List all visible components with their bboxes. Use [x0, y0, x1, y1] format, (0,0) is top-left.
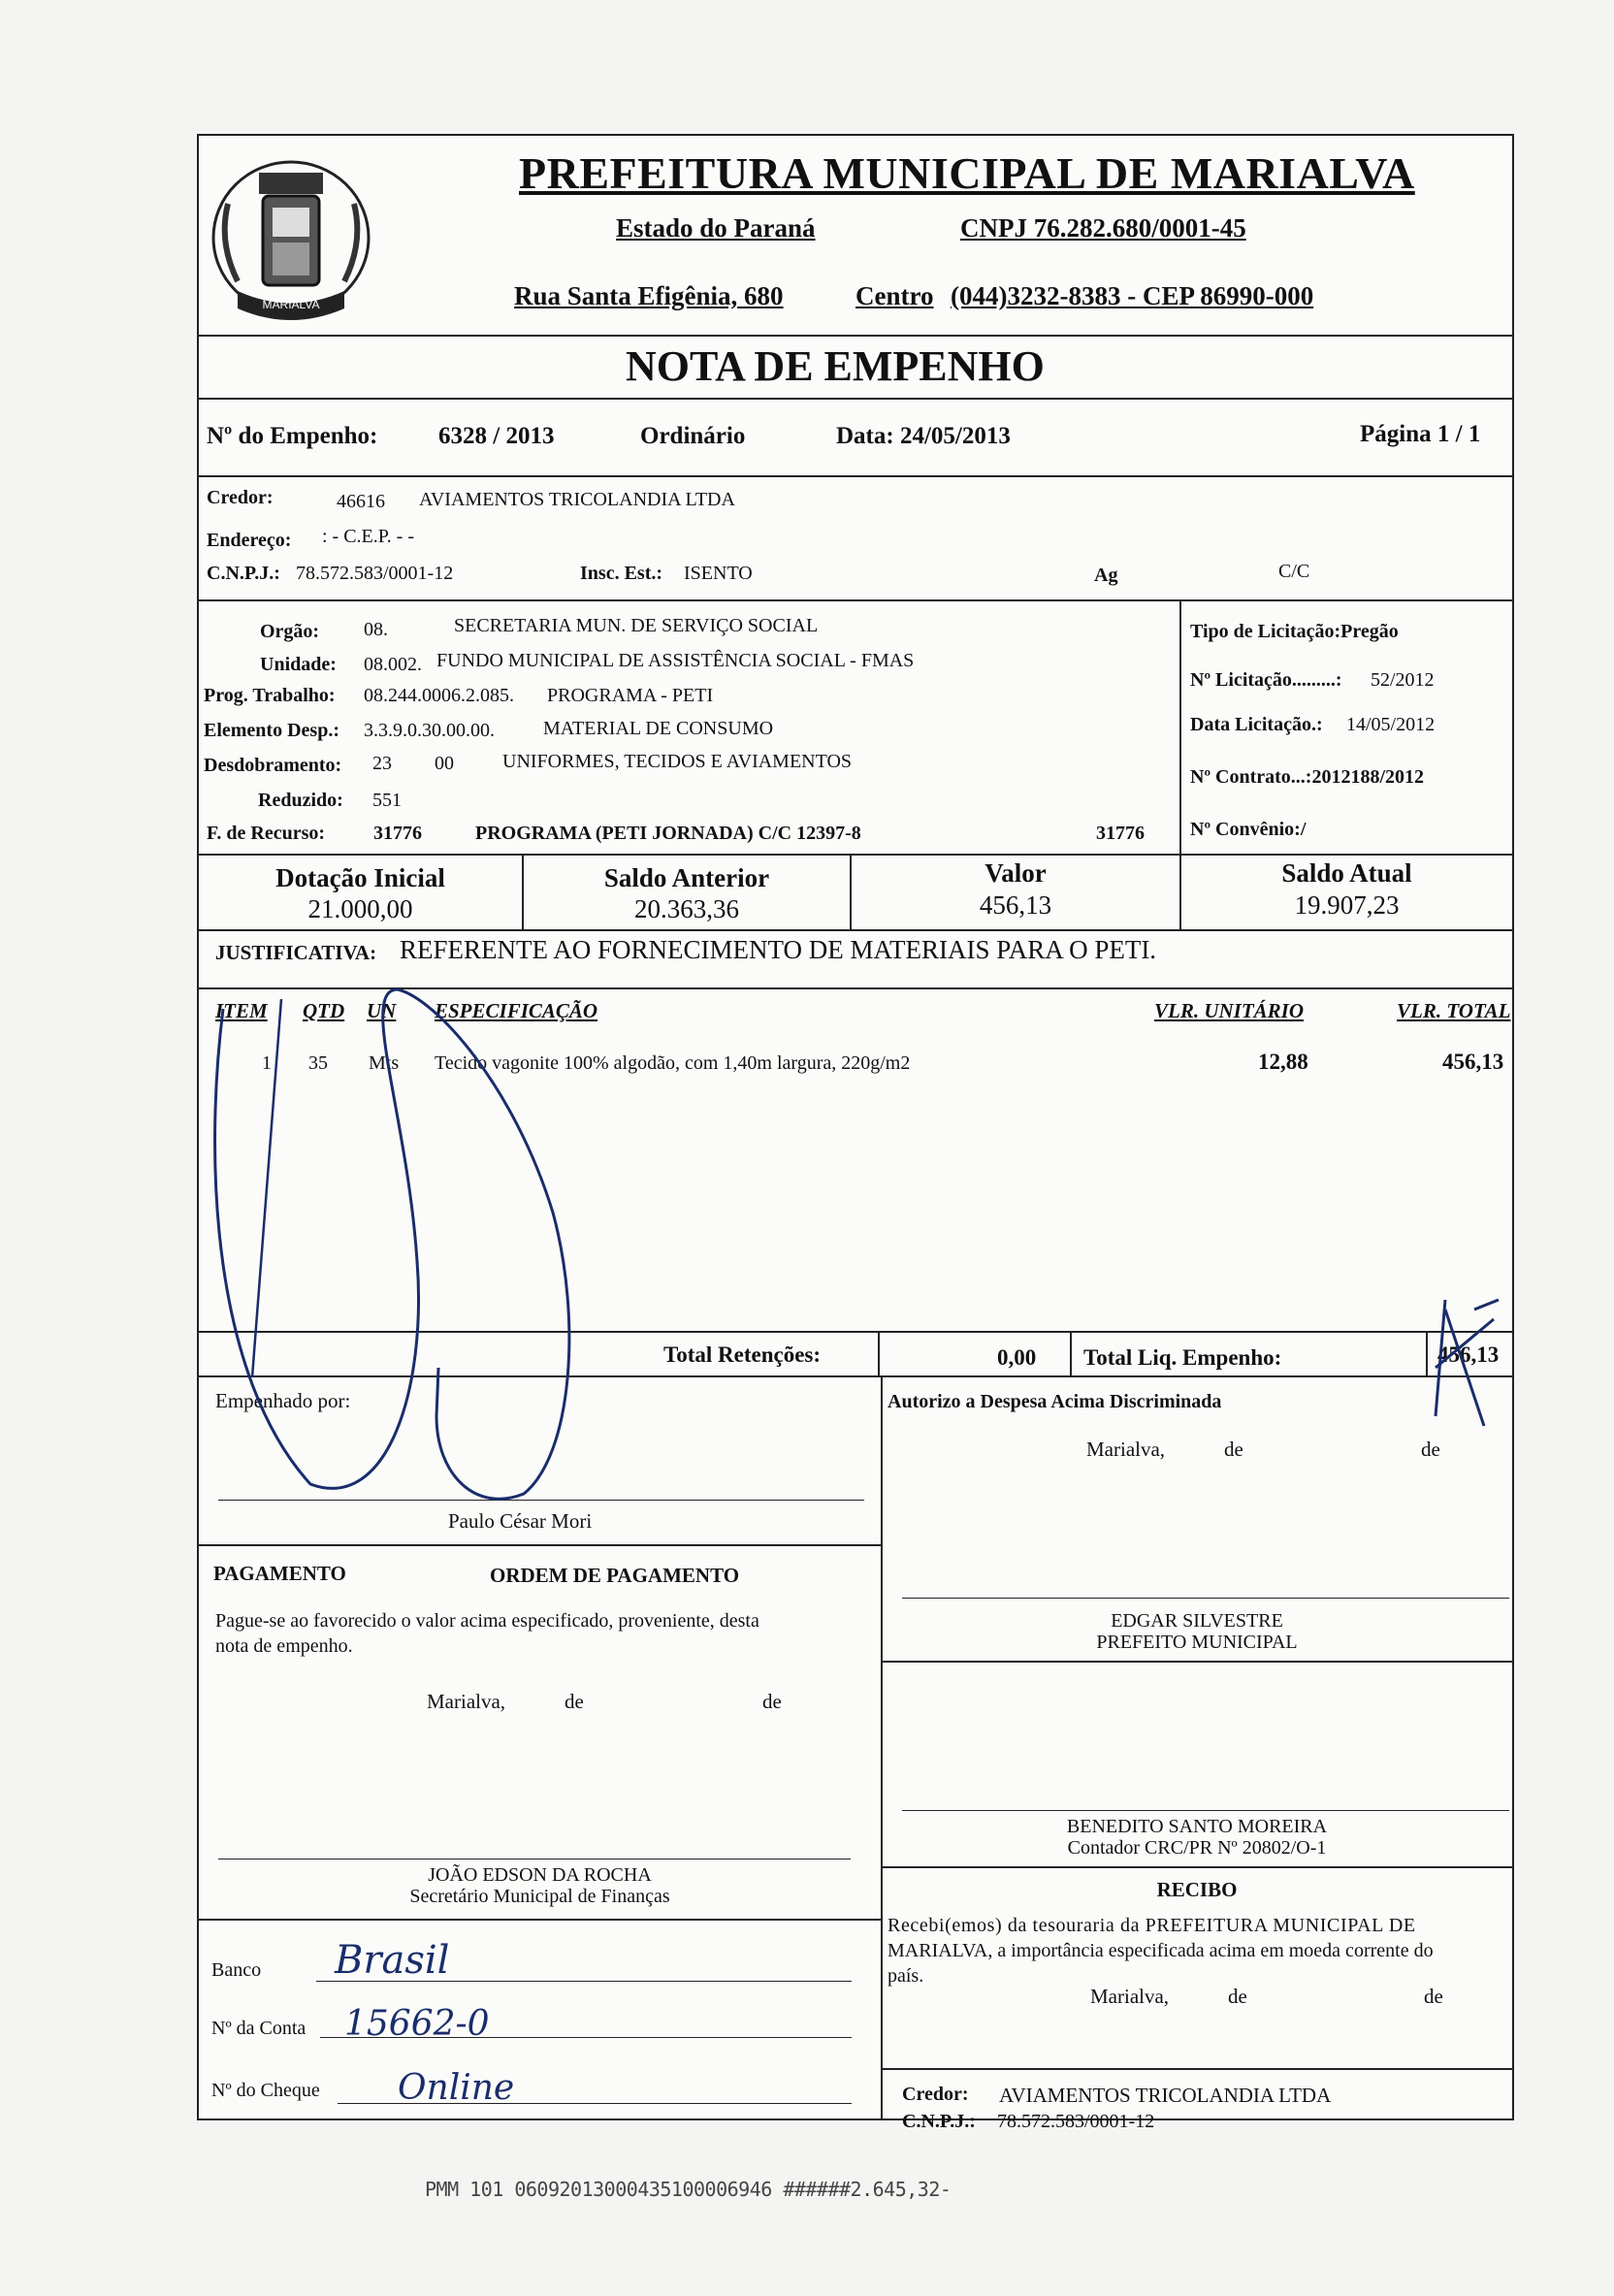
liq-value: 456,13 [1437, 1342, 1500, 1367]
desdobramento-nome: UNIFORMES, TECIDOS E AVIAMENTOS [502, 751, 853, 772]
estado-text: Estado do Paraná [616, 213, 816, 243]
cheque-handwriting: Online [398, 2068, 515, 2108]
empenho-tipo: Ordinário [640, 423, 746, 449]
conta-label: Nº da Conta [211, 2018, 307, 2039]
elemento-nome: MATERIAL DE CONSUMO [543, 718, 774, 739]
elemento-label: Elemento Desp.: [204, 720, 339, 741]
recurso-cod2: 31776 [1096, 823, 1145, 844]
recurso-cod: 31776 [373, 823, 422, 844]
tipo-licitacao: Tipo de Licitação:Pregão [1190, 621, 1399, 642]
insc-label: Insc. Est.: [580, 563, 663, 584]
secretario-cargo: Secretário Municipal de Finanças [409, 1886, 670, 1907]
saldo-anterior-label: Saldo Anterior [603, 863, 770, 892]
recurso-label: F. de Recurso: [207, 823, 326, 844]
prefeitura-title: PREFEITURA MUNICIPAL DE MARIALVA [519, 148, 1415, 198]
contador-nome: BENEDITO SANTO MOREIRA [1066, 1816, 1328, 1837]
empenho-data: Data: 24/05/2013 [836, 423, 1011, 449]
cnpj-prefeitura: CNPJ 76.282.680/0001-45 [960, 213, 1246, 243]
col-vlr-unit: VLR. UNITÁRIO [1154, 999, 1305, 1022]
orgao-nome: SECRETARIA MUN. DE SERVIÇO SOCIAL [454, 615, 819, 636]
secretario-nome: JOÃO EDSON DA ROCHA [428, 1864, 652, 1886]
retencoes-label: Total Retenções: [663, 1342, 822, 1367]
justificativa-texto: REFERENTE AO FORNECIMENTO DE MATERIAIS PARA O PETI. [400, 935, 1157, 964]
endereco-value: : - C.E.P. - - [322, 526, 414, 547]
doc-title: NOTA DE EMPENHO [626, 342, 1045, 390]
prog-nome: PROGRAMA - PETI [547, 685, 714, 706]
col-vlr-total: VLR. TOTAL [1397, 999, 1511, 1022]
recibo-cnpj: 78.572.583/0001-12 [997, 2111, 1155, 2132]
recibo-texto-3: país. [888, 1965, 924, 1987]
row-un: Mts [369, 1052, 400, 1074]
prog-cod: 08.244.0006.2.085. [364, 685, 514, 706]
row-item: 1 [262, 1052, 272, 1074]
banco-handwriting: Brasil [335, 1938, 450, 1983]
credor-codigo: 46616 [337, 491, 385, 512]
phone-cep-text: (044)3232-8383 - CEP 86990-000 [951, 281, 1314, 310]
recibo-texto-1: Recebi(emos) da tesouraria da PREFEITURA MUNICIPAL DE [888, 1915, 1416, 1936]
contrato-text: Nº Contrato...:2012188/2012 [1190, 766, 1425, 788]
pague-texto-2: nota de empenho. [215, 1635, 353, 1657]
banco-label: Banco [211, 1959, 262, 1981]
saldo-atual-label: Saldo Atual [1281, 858, 1412, 888]
valor-label: Valor [985, 858, 1047, 888]
district-text: Centro [855, 281, 934, 310]
cc-label: C/C [1278, 561, 1310, 582]
saldo-atual-value: 19.907,23 [1294, 890, 1400, 920]
recibo-de1: de [1228, 1985, 1247, 2008]
liq-label: Total Liq. Empenho: [1083, 1345, 1282, 1370]
conta-handwriting: 15662-0 [344, 2004, 490, 2044]
prefeito-nome: EDGAR SILVESTRE [1111, 1610, 1283, 1632]
pagina-text: Página 1 / 1 [1360, 421, 1481, 447]
recibo-credor-label: Credor: [902, 2084, 969, 2105]
address-text: Rua Santa Efigênia, 680 [514, 281, 784, 310]
col-item: ITEM [215, 999, 268, 1022]
justificativa-label: JUSTIFICATIVA: [215, 941, 377, 964]
pague-de2: de [762, 1690, 782, 1713]
endereco-label: Endereço: [207, 530, 292, 551]
licitacao-data: 14/05/2012 [1346, 714, 1436, 735]
empenho-numero: 6328 / 2013 [438, 423, 555, 449]
unidade-label: Unidade: [260, 654, 337, 675]
dotacao-inicial-label: Dotação Inicial [275, 863, 445, 892]
unidade-nome: FUNDO MUNICIPAL DE ASSISTÊNCIA SOCIAL - FMAS [436, 650, 915, 671]
pagamento-label: PAGAMENTO [213, 1562, 346, 1585]
desdobramento-label: Desdobramento: [204, 755, 342, 776]
autorizo-local: Marialva, [1086, 1438, 1166, 1461]
recibo-credor-nome: AVIAMENTOS TRICOLANDIA LTDA [999, 2084, 1332, 2107]
desdobramento-a: 23 [372, 753, 392, 774]
retencoes-value: 0,00 [997, 1345, 1037, 1370]
valor-value: 456,13 [979, 890, 1052, 920]
licitacao-numero-label: Nº Licitação.........: [1190, 669, 1342, 691]
recibo-local: Marialva, [1090, 1985, 1170, 2008]
recibo-de2: de [1424, 1985, 1443, 2008]
coat-of-arms-icon [199, 146, 383, 340]
cnpj-label: C.N.P.J.: [207, 563, 280, 584]
row-vlr-unit: 12,88 [1258, 1050, 1308, 1074]
row-espec: Tecido vagonite 100% algodão, com 1,40m largura, 220g/m2 [435, 1052, 911, 1074]
reduzido-label: Reduzido: [258, 790, 343, 811]
insc-value: ISENTO [684, 563, 753, 584]
recibo-cnpj-label: C.N.P.J.: [902, 2111, 976, 2132]
recurso-nome: PROGRAMA (PETI JORNADA) C/C 12397-8 [475, 823, 861, 844]
pague-local: Marialva, [427, 1690, 506, 1713]
cnpj-value: 78.572.583/0001-12 [296, 563, 454, 584]
orgao-cod: 08. [364, 619, 388, 640]
elemento-cod: 3.3.9.0.30.00.00. [364, 720, 495, 741]
unidade-cod: 08.002. [364, 654, 422, 675]
empenhado-nome: Paulo César Mori [448, 1509, 593, 1533]
empenhado-label: Empenhado por: [215, 1389, 351, 1412]
footer-code: PMM 101 06092013000435100006946 ######2.645,32- [425, 2178, 952, 2201]
pague-de1: de [565, 1690, 584, 1713]
pague-texto-1: Pague-se ao favorecido o valor acima especificado, proveniente, desta [215, 1610, 759, 1632]
reduzido-value: 551 [372, 790, 402, 811]
recibo-texto-2: MARIALVA, a importância especificada acima em moeda corrente do [888, 1940, 1434, 1961]
convenio-text: Nº Convênio:/ [1190, 819, 1307, 840]
saldo-anterior-value: 20.363,36 [634, 894, 739, 923]
licitacao-data-label: Data Licitação.: [1190, 714, 1323, 735]
autorizo-text: Autorizo a Despesa Acima Discriminada [888, 1391, 1222, 1412]
col-un: UN [367, 999, 397, 1022]
empenho-label: Nº do Empenho: [207, 423, 378, 449]
col-espec: ESPECIFICAÇÃO [435, 999, 598, 1022]
autorizo-de2: de [1421, 1438, 1440, 1461]
row-qtd: 35 [308, 1052, 328, 1074]
recibo-title: RECIBO [1156, 1878, 1238, 1901]
ag-label: Ag [1094, 565, 1118, 586]
ordem-pagamento-label: ORDEM DE PAGAMENTO [490, 1564, 740, 1587]
licitacao-numero: 52/2012 [1371, 669, 1435, 691]
row-vlr-total: 456,13 [1442, 1050, 1504, 1074]
desdobramento-b: 00 [435, 753, 454, 774]
cheque-label: Nº do Cheque [211, 2080, 320, 2101]
credor-label: Credor: [207, 487, 274, 508]
credor-nome: AVIAMENTOS TRICOLANDIA LTDA [419, 489, 735, 510]
dotacao-inicial-value: 21.000,00 [307, 894, 413, 923]
prog-label: Prog. Trabalho: [204, 685, 336, 706]
svg-text:MARIALVA: MARIALVA [262, 298, 320, 311]
contador-cargo: Contador CRC/PR Nº 20802/O-1 [1067, 1837, 1327, 1859]
col-qtd: QTD [303, 999, 345, 1022]
orgao-label: Orgão: [260, 621, 320, 642]
autorizo-de1: de [1224, 1438, 1243, 1461]
prefeito-cargo: PREFEITO MUNICIPAL [1096, 1632, 1298, 1653]
